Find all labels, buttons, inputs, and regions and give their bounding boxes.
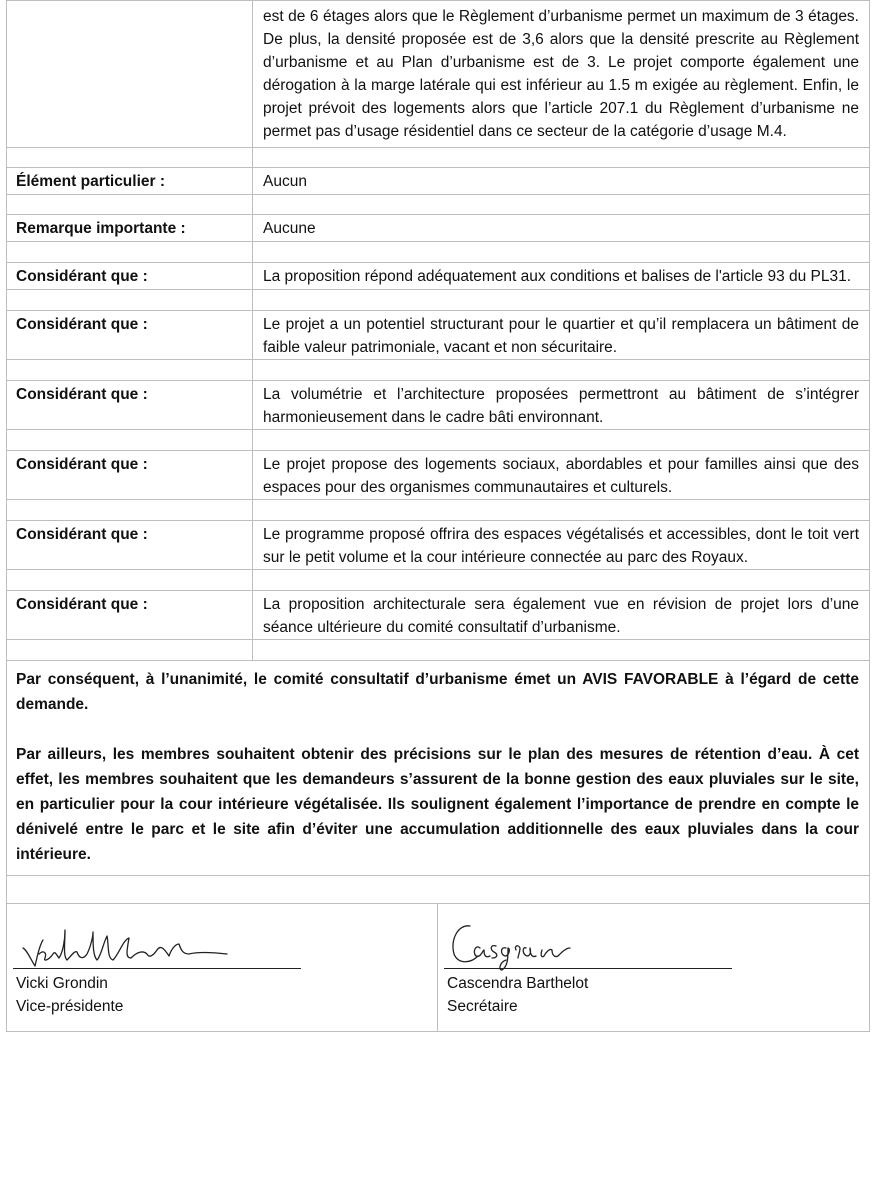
document-page [6, 0, 870, 1032]
conclusion-paragraph-2: Par ailleurs, les membres souhaitent obtenir des précisions sur le plan des mesures de rétention d’eau. À cet effet, les membres souhaitent que les demandeurs s’assurent de la bonne gestion des eaux pluviales sur le site, en particulier pour la cour intérieure végétalisée. Ils soulignent également l’importance de prendre en compte le dénivelé entre le parc et le site afin d’éviter une accumulation additionnelle des eaux pluviales dans la cour intérieure. [16, 746, 859, 863]
row-label: Considérant que : [7, 381, 253, 430]
row-label: Considérant que : [7, 451, 253, 500]
row-value: Le projet propose des logements sociaux, abordables et pour familles ainsi que des espaces pour des organismes communautaires et culturels. [253, 451, 870, 500]
intro-row [7, 1, 870, 148]
row-value: Le projet a un potentiel structurant pour le quartier et qu’il remplacera un bâtiment de faible valeur patrimoniale, vacant et non sécuritaire. [253, 311, 870, 360]
row-value: Le programme proposé offrira des espaces végétalisés et accessibles, dont le toit vert sur le petit volume et la cour intérieure connectée au parc des Royaux. [253, 521, 870, 570]
table-row [7, 451, 870, 500]
row-value: La proposition architecturale sera également vue en révision de projet lors d’une séance ultérieure du comité consultatif d’urbanisme. [253, 591, 870, 640]
table-row [7, 311, 870, 360]
handwritten-signature-icon [13, 910, 253, 972]
conclusion [7, 661, 870, 876]
table-row [7, 263, 870, 290]
signature-block [6, 904, 870, 1032]
table-row [7, 381, 870, 430]
table-row [7, 521, 870, 570]
table-row [7, 215, 870, 242]
conclusion-paragraph-1: Par conséquent, à l’unanimité, le comité consultatif d’urbanisme émet un AVIS FAVORABLE à l’égard de cette demande. [16, 671, 859, 713]
table-row [7, 591, 870, 640]
row-value: Aucun [253, 168, 870, 195]
row-value: La proposition répond adéquatement aux conditions et balises de l'article 93 du PL31. [253, 263, 870, 290]
row-label: Remarque importante : [7, 215, 253, 242]
row-label: Considérant que : [7, 591, 253, 640]
signer-name: Cascendra Barthelot [447, 975, 589, 992]
intro-text: est de 6 étages alors que le Règlement d’urbanisme permet un maximum de 3 étages. De plus, la densité proposée est de 3,6 alors que la densité prescrite au Règlement d’urbanisme et au Plan d’urbanisme est de 3. Le projet comporte également une dérogation à la marge latérale qui est inférieur au 1.5 m exigée au règlement. Enfin, le projet prévoit des logements alors que l’article 207.1 du Règlement d’urbanisme ne permet pas d’usage résidentiel dans ce secteur de la catégorie d’usage M.4. [253, 1, 870, 148]
signature-line [444, 968, 732, 969]
deliberation-table [6, 0, 870, 904]
signature-vice-presidente [7, 904, 437, 1031]
row-value: La volumétrie et l’architecture proposées permettront au bâtiment de s’intégrer harmonieusement dans le cadre bâti environnant. [253, 381, 870, 430]
row-label: Élément particulier : [7, 168, 253, 195]
signer-name: Vicki Grondin [16, 975, 108, 992]
row-value: Aucune [253, 215, 870, 242]
signature-secretaire [437, 904, 869, 1031]
signer-role: Vice-présidente [16, 998, 124, 1015]
row-label: Considérant que : [7, 521, 253, 570]
conclusion-row [7, 661, 870, 876]
handwritten-signature-icon [444, 910, 684, 972]
row-label: Considérant que : [7, 263, 253, 290]
signature-line [13, 968, 301, 969]
row-label: Considérant que : [7, 311, 253, 360]
signer-role: Secrétaire [447, 998, 518, 1015]
table-row [7, 168, 870, 195]
